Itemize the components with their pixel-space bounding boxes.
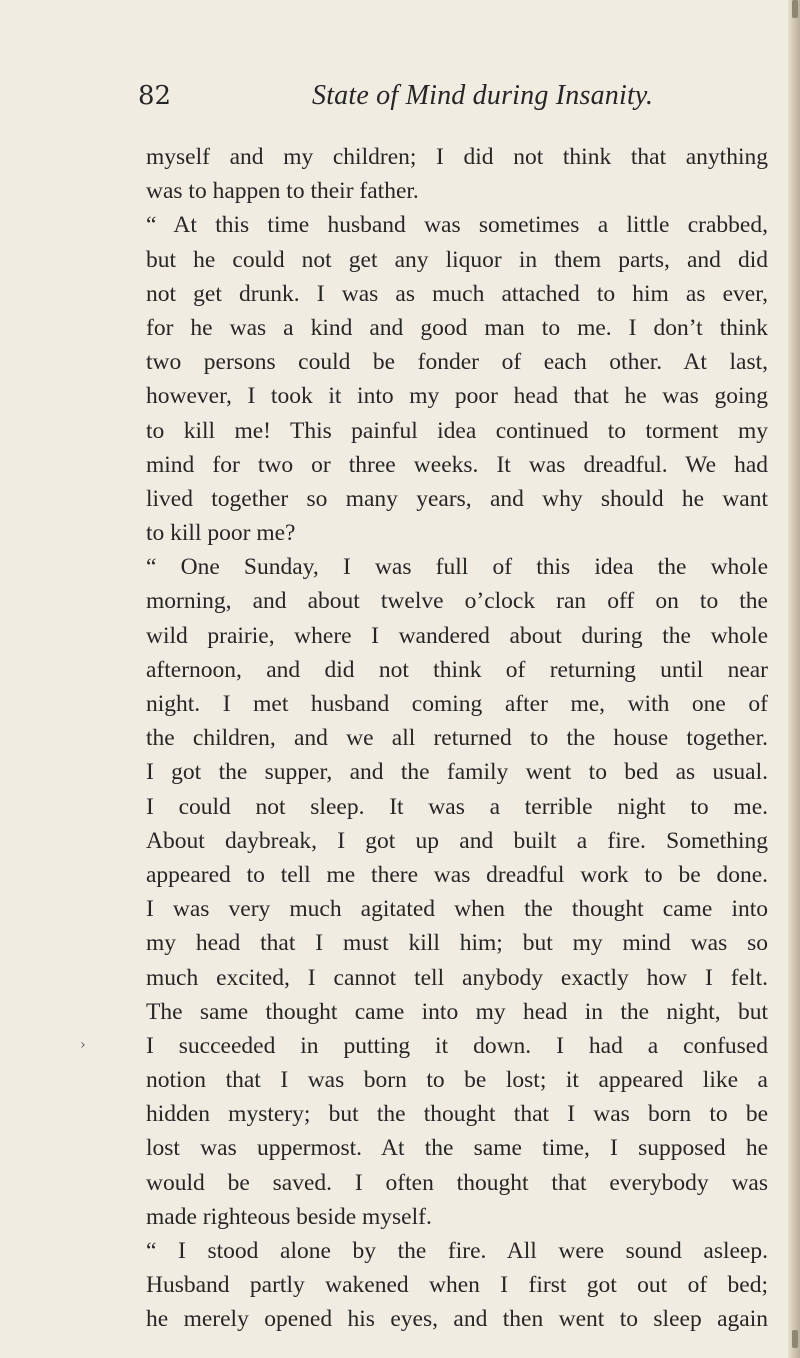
text-line: “ I stood alone by the fire. All were sound asleep. [146, 1238, 768, 1264]
page-header [138, 76, 738, 116]
text-line: would be saved. I often thought that everybody was [146, 1169, 768, 1196]
text-line: much excited, I cannot tell anybody exactly how I felt. [146, 964, 768, 991]
text-line: he merely opened his eyes, and then went to sleep again [146, 1306, 768, 1333]
text-line: appeared to tell me there was dreadful work to be done. [146, 861, 768, 888]
text-line: notion that I was born to be lost; it appeared like a [146, 1067, 768, 1094]
text-line: but he could not get any liquor in them parts, and did [146, 246, 768, 273]
text-line: however, I took it into my poor head that he was going [146, 383, 768, 410]
text-line: wild prairie, where I wandered about during the whole [146, 622, 768, 649]
text-line: The same thought came into my head in the night, but [146, 998, 768, 1025]
text-line: the children, and we all returned to the house together. [146, 725, 768, 752]
text-line: I succeeded in putting it down. I had a confused [146, 1032, 768, 1059]
text-line: “ One Sunday, I was full of this idea the whole [146, 554, 768, 581]
text-line: I was very much agitated when the thought came into [146, 896, 768, 923]
running-title: State of Mind during Insanity. [312, 80, 654, 111]
text-line: to kill me! This painful idea continued to torment my [146, 417, 768, 444]
text-line: I got the supper, and the family went to bed as usual. [146, 759, 768, 786]
text-line: two persons could be fonder of each other. At last, [146, 349, 768, 376]
text-line: night. I met husband coming after me, with one of [146, 691, 768, 717]
text-line: “ At this time husband was sometimes a little crabbed, [146, 212, 768, 239]
edge-mark [792, 1330, 798, 1348]
text-line: myself and my children; I did not think that anything [146, 144, 768, 170]
text-line: hidden mystery; but the thought that I was born to be [146, 1101, 768, 1128]
text-line: morning, and about twelve o’clock ran off on to the [146, 588, 768, 615]
text-line: About daybreak, I got up and built a fire. Something [146, 827, 768, 854]
edge-mark [792, 0, 798, 18]
text-line: was to happen to their father. [146, 178, 419, 205]
page-edge [788, 0, 800, 1358]
text-line: lived together so many years, and why should he want [146, 485, 768, 512]
text-line: Husband partly wakened when I first got out of bed; [146, 1272, 768, 1299]
text-line: afternoon, and did not think of returning until near [146, 656, 768, 683]
margin-mark: › [80, 1037, 86, 1053]
text-line: for he was a kind and good man to me. I don’t think [146, 314, 768, 341]
page-number: 82 [138, 81, 172, 111]
text-line: I could not sleep. It was a terrible night to me. [146, 793, 768, 820]
text-line: lost was uppermost. At the same time, I supposed he [146, 1135, 768, 1162]
text-line: to kill poor me? [146, 520, 296, 547]
text-line: mind for two or three weeks. It was dreadful. We had [146, 451, 768, 478]
text-line: made righteous beside myself. [146, 1203, 432, 1230]
body-text [146, 140, 768, 1337]
text-line: my head that I must kill him; but my mind was so [146, 930, 768, 957]
text-line: not get drunk. I was as much attached to him as ever, [146, 280, 768, 307]
